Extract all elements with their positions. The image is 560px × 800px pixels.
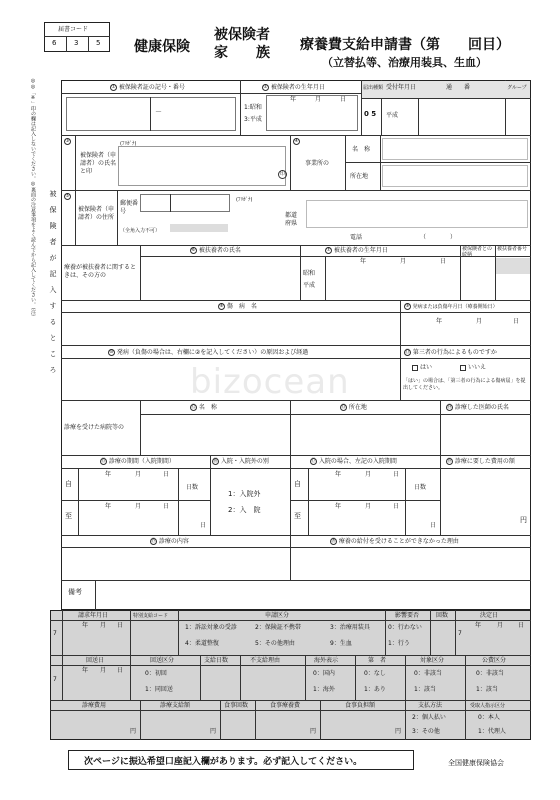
hospital-address-label: ⑬ 所在地 <box>341 404 367 411</box>
no-option[interactable]: いいえ <box>460 364 486 372</box>
group-label: グループ <box>507 85 527 91</box>
cause-input[interactable] <box>64 361 396 397</box>
title-insurance: 健康保険 <box>134 39 190 55</box>
opt-inpatient[interactable]: 2：入 院 <box>228 506 261 514</box>
workplace-name-input[interactable] <box>382 138 528 160</box>
period-label: ⑮ 診療の期間（入院期間） <box>101 458 175 465</box>
disease-label: ⑧ 傷 病 名 <box>219 303 257 310</box>
seal-mark: 印 <box>279 171 285 177</box>
code-label: 届書コード <box>58 26 89 33</box>
code-digit-2: 3 <box>74 39 79 47</box>
era-showa: 1:昭和 <box>244 104 262 111</box>
relation-label: 被保険者との続柄 <box>462 246 493 258</box>
title-family: 家 族 <box>214 45 270 61</box>
cause-label: ⑩ 発病（負傷の場合は、右欄に②を記入してください）の原因および経過 <box>109 349 309 356</box>
office-review: 影響要否 <box>395 612 420 619</box>
margin-notes: ◎◎「※」印の欄は記入しないでください。◎裏面の注意事項をよく読んでから記入してください。（注） <box>30 78 36 320</box>
office-pay-date: 決定日 <box>480 612 499 619</box>
content-label: ⑲ 診療の内容 <box>151 538 189 545</box>
third-party-label: ⑪ 第三者の行為によるものですか <box>405 349 497 356</box>
workplace-address-label: 所在地 <box>350 173 369 180</box>
disease-input[interactable] <box>64 314 396 342</box>
footer-org: 全国健康保険協会 <box>448 759 504 767</box>
office-count: 回数 <box>436 612 449 619</box>
page-subtitle: （立替払等、治療用装具、生血） <box>322 56 487 69</box>
title-insured: 被保険者 <box>214 27 270 43</box>
hospital-label: 診療を受けた病院等の <box>64 424 125 431</box>
reason-label: ⑳ 療養の給付を受けることができなかった理由 <box>331 538 459 545</box>
margin-vertical-label: 被保険者が記入するところ <box>49 190 57 382</box>
birth-label: ② 被保険者の生年月日 <box>263 84 325 91</box>
era-heisei: 3:平成 <box>244 116 262 123</box>
postal-note: （全角入力不可） <box>120 228 161 234</box>
postal-shaded <box>170 224 228 232</box>
office-apply-date: 請求年月日 <box>78 612 109 619</box>
received-label: 受付年月日 <box>386 84 417 91</box>
stay-label: ⑰ 入院の場合、左記の入院期間 <box>311 458 397 465</box>
code-digit-3: 5 <box>96 39 101 47</box>
heisei-label: 平成 <box>386 112 399 119</box>
insured-name-label: 被保険者（申請者）の氏名と印 <box>80 152 117 175</box>
inout-label: ⑯ 入院・入院外の別 <box>213 458 269 465</box>
serial-label: 通 番 <box>446 84 471 91</box>
dependent-name-label: ⑥ 被扶養者の氏名 <box>191 247 241 254</box>
doctor-label: ⑭ 診療した医師の氏名 <box>447 404 509 411</box>
insured-name-input[interactable] <box>118 146 286 186</box>
symbol-input[interactable] <box>66 97 236 131</box>
code-digit-1: 6 <box>52 39 57 47</box>
sosetsu-label: 届出種類 <box>363 85 384 91</box>
remarks-label: 備考 <box>68 588 82 596</box>
third-party-note: 「はい」の場合は、「第三者の行為による傷病届」を提出してください。 <box>403 378 526 391</box>
dependent-no-label: 被扶養者番号 <box>497 246 528 252</box>
workplace-label: 事業所の <box>305 160 330 167</box>
furigana-3: (ﾌﾘｶﾞﾅ) <box>236 197 253 203</box>
hospital-name-label: ⑫ 名 称 <box>191 404 217 411</box>
workplace-name-label: 名 称 <box>352 146 371 153</box>
postal-input[interactable] <box>140 194 230 212</box>
family-note: 療養が被扶養者に関するときは、その方の <box>64 264 137 279</box>
postal-label: 郵便番号 <box>120 200 139 215</box>
dep-era-heisei: 平成 <box>303 282 316 289</box>
office-apply-kind: 申請区分 <box>265 612 290 619</box>
cost-yen: 円 <box>520 516 527 524</box>
injury-date-label: ⑨ 発病または負傷年月日（療養開始日） <box>405 303 498 310</box>
office-kind-code: 特別支給コード <box>133 613 169 619</box>
furigana-2: (ﾌﾘｶﾞﾅ) <box>120 141 137 147</box>
address-label: 被保険者（申請者）の住所 <box>78 206 115 221</box>
opt-outpatient[interactable]: 1：入院外 <box>228 490 261 498</box>
page-title: 療養費支給申請書（第 回目） <box>300 37 510 53</box>
symbol-label: ① 被保険者証の記号・番号 <box>111 84 185 91</box>
address-input[interactable] <box>306 200 528 228</box>
watermark: bizocean <box>190 362 350 402</box>
code-05: 0 5 <box>364 110 377 118</box>
workplace-address-input[interactable] <box>382 165 528 187</box>
yes-option[interactable]: はい <box>412 364 432 372</box>
footer-notice: 次ページに振込希望口座記入欄があります。必ず記入してください。 <box>84 757 363 767</box>
dependent-birth-label: ⑦ 被扶養者の生年月日 <box>326 247 388 254</box>
dep-era-showa: 昭和 <box>303 270 316 277</box>
pref-label: 都道府県 <box>285 212 298 227</box>
phone-label: 電話 <box>350 234 363 241</box>
cost-label: ⑱ 診療に要した費用の額 <box>447 458 515 465</box>
